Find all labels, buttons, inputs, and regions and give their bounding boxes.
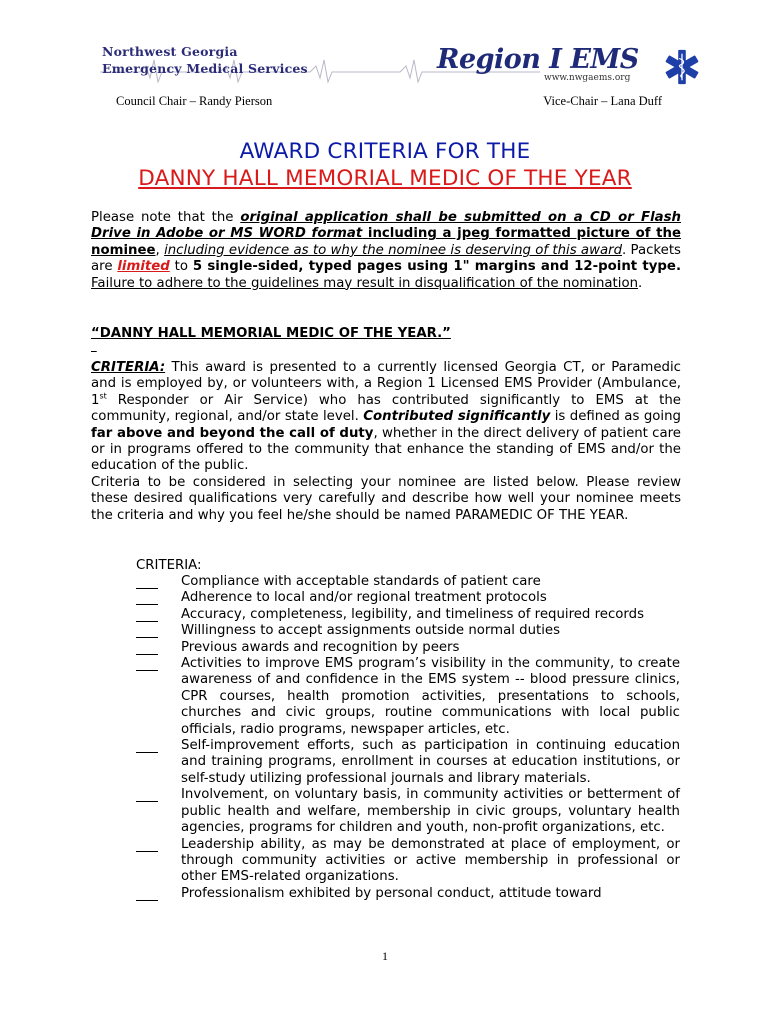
criteria-paragraph: [91, 360, 681, 524]
blank-line-marker: [91, 343, 97, 353]
criteria-item: [136, 656, 680, 738]
criteria-item-text: Activities to improve EMS program’s visibility in the community, to create awareness of and confidence in the EMS system -- blood pressure clinics, CPR courses, health promotion activities, presentations to schools, churches and civic groups, routine communications with local public officials, radio programs, newspaper articles, etc.: [181, 656, 680, 737]
council-chair-label: Council Chair: [116, 94, 187, 108]
intro-text: to: [169, 259, 193, 275]
vice-chair: Vice-Chair – Lana Duff: [543, 94, 662, 108]
criteria-item: [136, 787, 680, 836]
criteria-checklist: [136, 574, 680, 902]
criteria-text: This award is presented to a currently licensed Georgia CT, or Paramedic and is employed by, or volunteers with, a Region 1 Licensed EMS Provider (Ambulance, 1: [91, 360, 681, 408]
criteria-item-text: Compliance with acceptable standards of patient care: [181, 574, 541, 589]
criteria-instructions: Criteria to be considered in selecting your nominee are listed below. Please review these desired qualifications very carefully and describe how well your nominee meets the criteria and why you feel he/she should be named PARAMEDIC OF THE YEAR.: [91, 474, 681, 523]
intro-text: . Packets are: [91, 242, 681, 275]
criteria-item-text: Professionalism exhibited by personal conduct, attitude toward: [181, 885, 602, 901]
page-number: 1: [382, 949, 388, 963]
superscript-st: st: [99, 391, 107, 401]
criteria-item: [136, 623, 680, 639]
council-officers: [116, 94, 662, 110]
criteria-item-text: Self-improvement efforts, such as participation in continuing education and training programs, enrollment in courses at education institutions, or self-study utilizing professional journals and library materials.: [181, 738, 680, 786]
criteria-text: Responder or Air Service) who has contributed significantly to EMS at the community, regional, and/or state level.: [91, 392, 681, 425]
criteria-item-text: Accuracy, completeness, legibility, and timeliness of required records: [181, 606, 645, 622]
intro-emphasis: including a jpeg formatted picture of the nominee: [91, 226, 682, 258]
criteria-item-text: Adherence to local and/or regional treatment protocols: [181, 590, 547, 606]
intro-paragraph: [91, 210, 681, 292]
title-line1: AWARD CRITERIA FOR THE: [239, 139, 531, 164]
criteria-text: is defined as going: [550, 409, 681, 425]
website-url: www.nwgaems.org: [544, 73, 631, 83]
criteria-item: [136, 640, 680, 656]
award-heading: “DANNY HALL MEMORIAL MEDIC OF THE YEAR.”: [91, 326, 451, 341]
intro-emphasis: including evidence as to why the nominee is deserving of this award: [164, 242, 623, 258]
org-name-line1: Northwest Georgia: [102, 44, 238, 59]
intro-emphasis: Failure to adhere to the guidelines may result in disqualification of the nomination: [91, 275, 639, 291]
criteria-list-heading: CRITERIA:: [136, 558, 202, 573]
council-chair: [116, 94, 272, 109]
intro-text: Please note that the: [91, 210, 241, 225]
criteria-item: [136, 607, 680, 623]
criteria-item: [136, 574, 680, 590]
criteria-item: [136, 590, 680, 606]
criteria-item-text: Previous awards and recognition by peers: [181, 639, 460, 655]
intro-text: ,: [155, 242, 165, 258]
criteria-emphasis: Contributed significantly: [363, 409, 551, 425]
criteria-label: CRITERIA:: [91, 360, 166, 375]
region-title-logo: Region I EMS: [437, 44, 639, 75]
title-line2: DANNY HALL MEMORIAL MEDIC OF THE YEAR: [138, 166, 632, 191]
criteria-emphasis: far above and beyond the call of duty: [91, 425, 374, 441]
council-chair-name: Randy Pierson: [198, 94, 273, 108]
criteria-item: [136, 738, 680, 787]
intro-limited: limited: [117, 259, 170, 275]
criteria-item-text: Involvement, on voluntary basis, in community activities or betterment of public health and welfare, membership in civic groups, voluntary health agencies, programs for children and youth, non-profit organizations, etc.: [181, 787, 680, 836]
star-of-life-icon: [663, 48, 701, 86]
criteria-item: [136, 837, 680, 886]
intro-emphasis: 5 single-sided, typed pages using 1" margins and 12-point type.: [192, 259, 682, 275]
criteria-item-text: Leadership ability, as may be demonstrated at place of employment, or through community activities or active membership in professional or other EMS-related organizations.: [181, 836, 680, 885]
intro-text: .: [638, 275, 643, 291]
org-name-line2: Emergency Medical Services: [102, 61, 308, 76]
intro-emphasis: original application shall be submitted on a CD or Flash Drive in Adobe or MS WORD format: [91, 210, 682, 242]
criteria-item: [136, 886, 680, 902]
criteria-text: , whether in the direct delivery of patient care or in programs offered to the community that enhance the standing of EMS and/or the education of the public.: [91, 425, 681, 474]
letterhead-banner: [100, 44, 700, 94]
criteria-item-text: Willingness to accept assignments outside normal duties: [181, 623, 561, 639]
council-chair-separator: –: [186, 94, 199, 108]
